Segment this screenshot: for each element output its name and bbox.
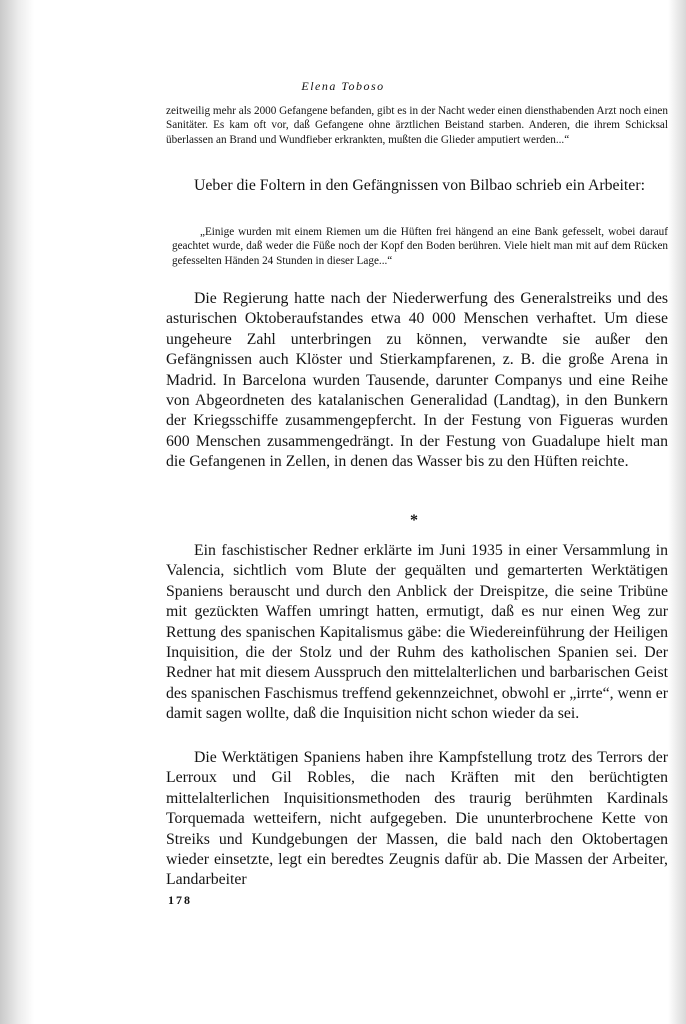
page-number: 178: [168, 893, 192, 907]
page-right-edge: [668, 0, 686, 1024]
paragraph-workers-struggle: Die Werktätigen Spaniens haben ihre Kampfstellung trotz des Terrors der Lerroux und Gil Robles, die nach Kräften mit den berüchtigten mittelalterlichen Inquisitionsmethoden des traurig berühmten Kardinals Torquemada wetteifern, nicht aufgegeben. Die ununterbrochene Kette von Streiks und Kundgebungen der Massen, die bald nach den Oktobertagen wieder einsetzte, legt ein beredtes Zeugnis dafür ab. Die Massen der Arbeiter, Landarbeiter: [166, 749, 668, 889]
page-edge-shadow: [0, 0, 34, 1024]
paragraph-quote-continued: zeitweilig mehr als 2000 Gefangene befanden, gibt es in der Nacht weder einen diensthabenden Arzt noch einen Sanitäter. Es kam oft vor, daß Gefangene ohne ärztlichen Beistand starben. Anderen, die ihrem Schicksal überlassen an Brand und Wundfieber erkrankten, mußten die Glieder amputiert werden...“: [166, 105, 668, 146]
section-separator: *: [410, 512, 418, 529]
paragraph-arrests: Die Regierung hatte nach der Niederwerfung des Generalstreiks und des asturischen Oktoberaufstandes etwa 40 000 Menschen verhaftet. Um diese ungeheure Zahl unterbringen zu können, verwandte sie außer den Gefängnissen auch Klöster und Stierkampfarenen, z. B. die große Arena in Madrid. In Barcelona wurden Tausende, darunter Companys und eine Reihe von Abgeordneten des katalanischen Generalidad (Landtag), in den Bunkern der Kriegsschiffe zusammengepfercht. In der Festung von Figueras wurden 600 Menschen zusammengedrängt. In der Festung von Guadalupe hielt man die Gefangenen in Zellen, in denen das Wasser bis zu den Hüften reichte.: [166, 290, 668, 471]
running-head: Elena Toboso: [301, 79, 385, 93]
paragraph-worker-quote: „Einige wurden mit einem Riemen um die Hüften frei hängend an eine Bank gefesselt, wobei darauf geachtet wurde, daß weder die Füße noch der Kopf den Boden berühren. Viele hielt man mit auf dem Rücken gefesselten Händen 24 Stunden in dieser Lage...“: [172, 226, 668, 267]
paragraph-fascist-speaker: Ein faschistischer Redner erklärte im Juni 1935 in einer Versammlung in Valencia, sichtlich vom Blute der gequälten und gemarterten Werktätigen Spaniens berauscht und durch den Anblick der Dreispitze, die seine Tribüne mit gezückten Waffen umringt hatten, ermutigt, daß es nur einen Weg zur Rettung des spanischen Kapitalismus gäbe: die Wiedereinführung der Heiligen Inquisition, die der Stolz und der Ruhm des katholischen Spanien sei. Der Redner hat mit diesem Ausspruch den mittelalterlichen und barbarischen Geist des spanischen Faschismus treffend gekennzeichnet, obwohl er „irrte“, wenn er damit sagen wollte, daß die Inquisition nicht schon wieder da sei.: [166, 542, 668, 723]
paragraph-bilbao-intro: Ueber die Foltern in den Gefängnissen von Bilbao schrieb ein Arbeiter:: [194, 177, 645, 194]
